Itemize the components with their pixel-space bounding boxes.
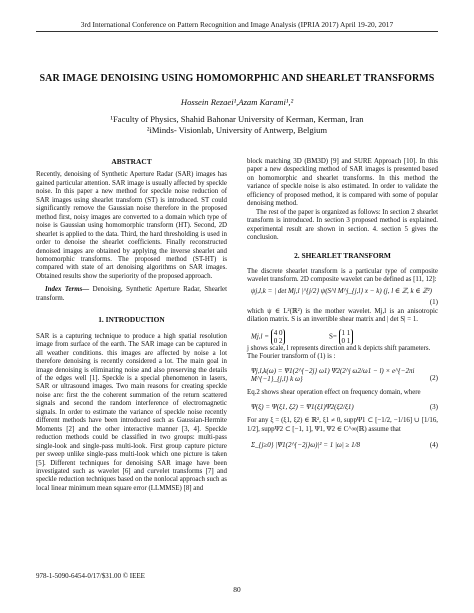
shearlet-heading: 2. SHEARLET TRANSFORM	[294, 250, 391, 260]
abstract-heading: ABSTRACT	[111, 157, 152, 166]
index-terms-text: Denoising, Synthetic Aperture Radar, Shearlet transform.	[36, 286, 227, 302]
support-conditions: For any ξ = (ξ1, ξ2) ∈ ℝ², ξ1 ≠ 0, suppΨ1 ⊂ [−1/2, −1/16] ∪ [1/16, 1/2], suppΨ2 ⊂ [−1, 1], Ψ1, Ψ2 ∈ C^∞(ℝ) assume that	[247, 417, 438, 433]
equation-1-number-row	[247, 299, 438, 308]
index-terms	[36, 286, 227, 303]
right-column	[247, 158, 438, 456]
equation-1-number: (1)	[429, 297, 438, 306]
equation-1	[247, 285, 438, 299]
matrix-m	[271, 329, 286, 345]
introduction-heading: 1. INTRODUCTION	[98, 315, 165, 325]
matrix-s	[339, 329, 354, 345]
author-list: Hossein Rezaei¹,Azam Karami¹,²	[180, 97, 294, 107]
matrix-s-row-2: 0 1	[341, 336, 351, 345]
shear-operation-text: Eq.2 shows shear operation effect on frequency domain, where	[247, 388, 421, 396]
equation-3-body: Ψ(ξ) = Ψ(ξ1, ξ2) = Ψ1(ξ1)Ψ2(ξ2/ξ1)	[251, 403, 354, 412]
affiliation-2: ²iMinds- Visionlab, University of Antwerp, Belgium	[146, 125, 328, 135]
equation-4-number: (4)	[429, 441, 438, 450]
matrix-m-label: Mj,l =	[251, 332, 269, 341]
equation-4	[247, 434, 438, 456]
isbn-footer: 978-1-5090-6454-0/17/$31.00 © IEEE	[36, 572, 145, 580]
paper-title: SAR IMAGE DENOISING USING HOMOMORPHIC AND SHEARLET TRANSFORMS	[39, 73, 435, 84]
equation-3	[247, 397, 438, 417]
left-column	[36, 158, 227, 493]
matrix-m-row-2: 0 2	[273, 336, 283, 345]
matrix-equation	[247, 325, 438, 345]
affiliation-1: ¹Faculty of Physics, Shahid Bahonar University of Kerman, Kerman, Iran	[110, 114, 364, 124]
matrix-s-label: S=	[328, 332, 337, 341]
fourier-intro: The Fourier transform of (1) is :	[247, 353, 336, 361]
introduction-outline: The rest of the paper is organized as follows: In section 2 shearlet transform is introduced. In section 3 proposed method is explained. experimental result are shown in section. 4. section 5 gives the conclusion.	[247, 208, 438, 242]
shearlet-parameters: j shows scale, l represents direction and k depicts shift parameters.	[247, 344, 431, 352]
abstract-text: Recently, denoising of Synthetic Aperture Radar (SAR) images has gained particular attention. SAR image is usually affected by speckle noise. In this paper a new method for speckle noise reduction of SAR images using shearlet transform (ST) is introduced. ST could significantly remove the Gaussian noise therefore in the proposed method first, noisy images are converted to a domain which type of noise is Gaussian using homomorphic transform (HT). Second, 2D shearlet is applied to the data. Third, the hard thresholding is used in order to denoise the shearlet coefficients. Finally reconstructed denoised images are obtained by applying the inverse shearlet and homomorphic transforms. The proposed method (ST-HT) is compared with state of art denoising algorithms on SAR images. Obtained results show the superiority of the proposed approach.	[36, 171, 227, 280]
page-number: 80	[233, 585, 241, 594]
index-terms-label: Index Terms—	[45, 286, 90, 294]
introduction-continued: block matching 3D (BM3D) [9] and SURE Approach [10]. In this paper a new despeckling method of SAR images is presented based on homomorphic and shearlet transforms. In this method the variance of speckle noise is also estimated. In order to validate the efficiency of proposed method, it is compared with some of popular denoising method.	[247, 158, 438, 208]
equation-2	[247, 362, 438, 384]
equation-2-body: Ψj,l,k(ω) = Ψ1(2^{−2j} ω1) Ψ2(2^j ω2/ω1 − l) × e^{−2πi M^{−1}_{j,l} k ω}	[251, 366, 415, 384]
equation-2-number: (2)	[429, 373, 438, 382]
shearlet-definitions: which ψ ∈ L²(ℝ²) is the mother wavelet. Mj,l is an anisotropic dilation matrix. S is an invertible shear matrix and | det S| = 1.	[247, 307, 438, 324]
conference-header: 3rd International Conference on Pattern Recognition and Image Analysis (IPRIA 2017) April 19-20, 2017	[80, 20, 394, 29]
introduction-text: SAR is a capturing technique to produce a high spatial resolution image from surface of the earth. The SAR image can be captured in all weather conditions. this images are affected by noise a lot therefore denoising is recently considered a lot. The main goal in image denoising is eliminating noise and also preserving the details of the edges well [1]. Speckle is a special phenomenon in lasers, SAR or ultrasound images. Two main reasons for creating speckle noise are: first the the coherent summation of the return scattered signals and second the random interference of electromagnetic signals. In order to estimate the variance of speckle noise recently different methods have been introduced such as Gaussian-Hermite Moments [2] and the other interactive manner [3, 4]. Speckle reduction methods could be classified in two groups: multi-pass single-look and single-pass multi-look. First group capture picture per sweep unlike single-pass multi-look which one picture is taken [5]. Different techniques for denoising SAR image have been investigated such as wavelet [6] and curvelet transforms [7] and speckle reduction techniques based on the nonlocal approach such as local linear minimum mean square error (LLMMSE) [8] and	[36, 332, 227, 492]
equation-3-number: (3)	[429, 403, 438, 412]
equation-4-body: Σ_{j≥0} |Ψ1(2^{−2j}ω)|² = 1 |ω| ≥ 1/8	[251, 441, 361, 450]
shearlet-intro: The discrete shearlet transform is a particular type of composite wavelet transform. 2D composite wavelet can be defined as [11, 12]:	[247, 267, 438, 284]
matrix-s-row-1: 1 1	[341, 328, 351, 337]
header-rule	[36, 31, 438, 32]
matrix-m-row-1: 4 0	[273, 328, 283, 337]
equation-1-body: ψj,l,k = | det Mj,l |^{j/2} ψ(S^l M^j_{j,l} x − k) (j, l ∈ ℤ, k ∈ ℤ²)	[251, 286, 432, 295]
